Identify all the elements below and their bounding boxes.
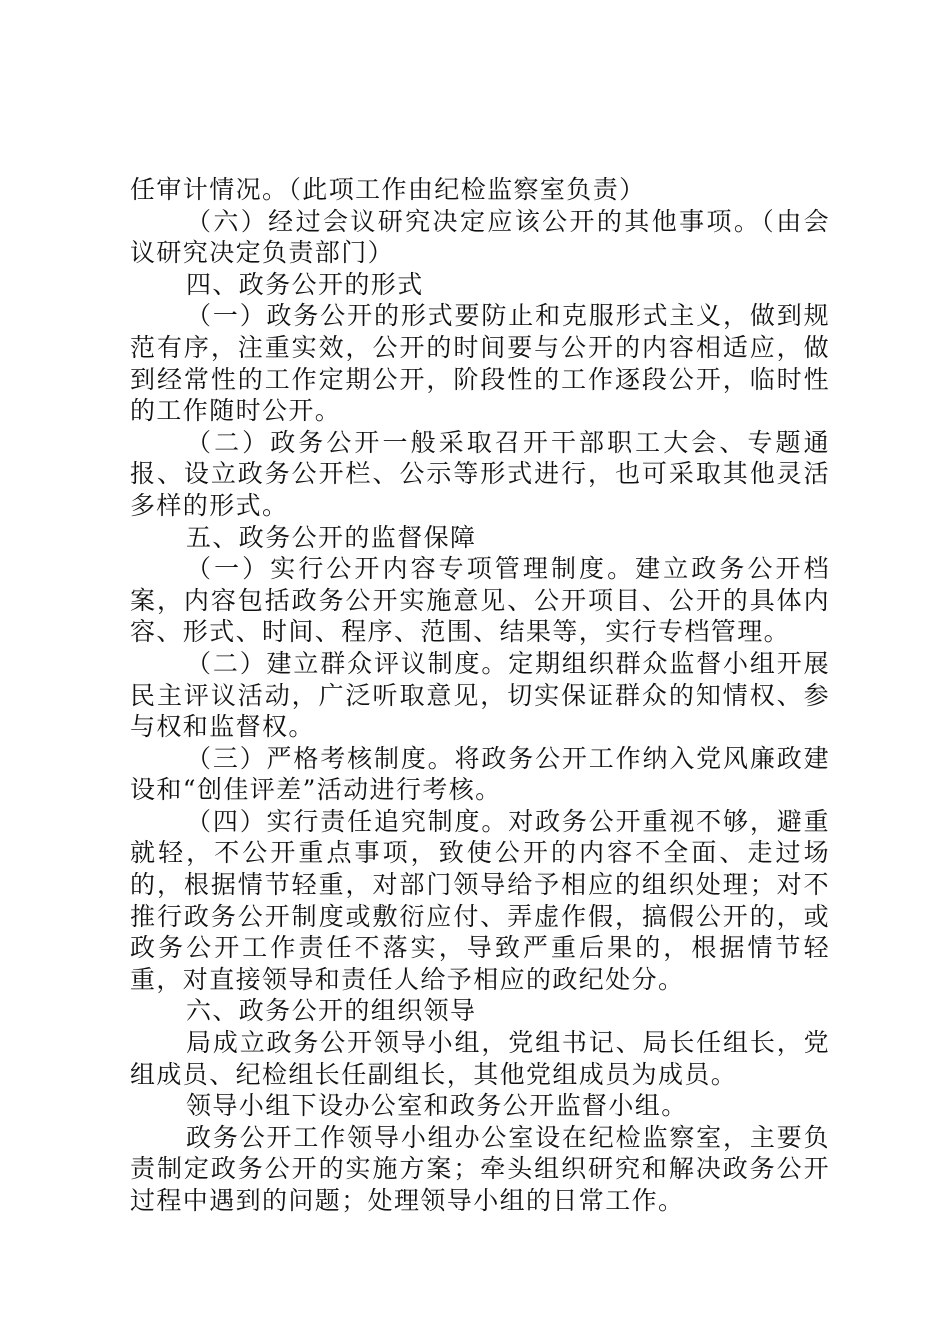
paragraph-supervision-1: （一）实行公开内容专项管理制度。建立政务公开档案，内容包括政务公开实施意见、公开项目、公开的具体内容、形式、时间、程序、范围、结果等，实行专档管理。: [130, 554, 830, 647]
paragraph-leadership-2: 领导小组下设办公室和政务公开监督小组。: [186, 1091, 688, 1121]
section-heading-4: 四、政务公开的形式: [186, 269, 424, 299]
document-body: [130, 174, 830, 1217]
paragraph-form-2: （二）政务公开一般采取召开干部职工大会、专题通报、设立政务公开栏、公示等形式进行，也可采取其他灵活多样的形式。: [130, 427, 830, 520]
paragraph-leadership-1: 局成立政务公开领导小组，党组书记、局长任组长，党组成员、纪检组长任副组长，其他党组成员为成员。: [130, 1028, 830, 1089]
section-heading-5: 五、政务公开的监督保障: [186, 522, 477, 552]
paragraph-supervision-4: （四）实行责任追究制度。对政务公开重视不够，避重就轻，不公开重点事项，致使公开的内容不全面、走过场的，根据情节轻重，对部门领导给予相应的组织处理；对不推行政务公开制度或敷衍应付、弄虚作假，搞假公开的，或政务公开工作责任不落实，导致严重后果的，根据情节轻重，对直接领导和责任人给予相应的政纪处分。: [130, 806, 830, 994]
paragraph-form-1: （一）政务公开的形式要防止和克服形式主义，做到规范有序，注重实效，公开的时间要与公开的内容相适应，做到经常性的工作定期公开，阶段性的工作逐段公开，临时性的工作随时公开。: [130, 301, 830, 426]
paragraph-supervision-2: （二）建立群众评议制度。定期组织群众监督小组开展民主评议活动，广泛听取意见，切实保证群众的知情权、参与权和监督权。: [130, 648, 830, 742]
paragraph-item-6: （六）经过会议研究决定应该公开的其他事项。（由会议研究决定负责部门）: [130, 206, 830, 268]
paragraph-leadership-3: 政务公开工作领导小组办公室设在纪检监察室，主要负责制定政务公开的实施方案；牵头组织研究和解决政务公开过程中遇到的问题；处理领导小组的日常工作。: [130, 1122, 830, 1215]
paragraph-supervision-3: （三）严格考核制度。将政务公开工作纳入党风廉政建设和“创佳评差”活动进行考核。: [130, 743, 830, 805]
paragraph-continuation: 任审计情况。（此项工作由纪检监察室负责）: [130, 175, 646, 204]
section-heading-6: 六、政务公开的组织领导: [186, 996, 477, 1026]
